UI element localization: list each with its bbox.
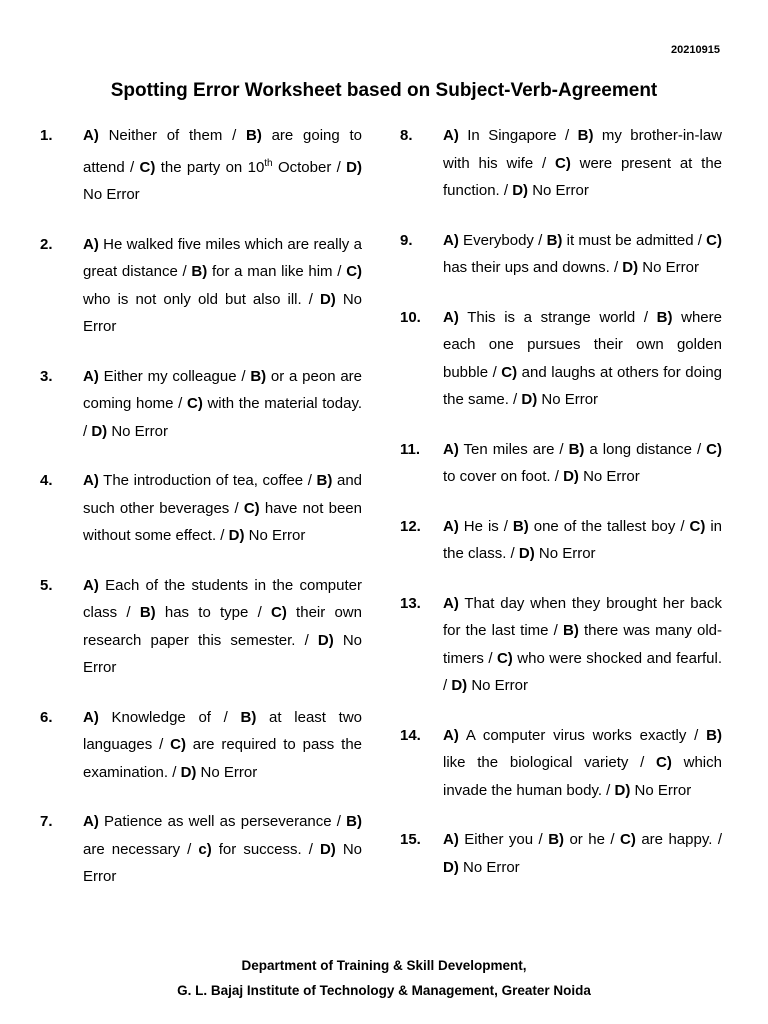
option-label: C) [706,440,722,458]
question-3 [40,363,362,446]
option-label: A) [443,726,459,744]
option-label: C) [243,499,260,517]
question-number: 3. [40,367,53,385]
option-label: D) [614,781,631,799]
question-text: A) A computer virus works exactly / B) like the biological variety / C) which invade the human body. / D) No Error [443,726,722,799]
option-label: D) [518,545,535,562]
option-label: B) [548,831,565,848]
option-label: C) [656,754,672,771]
question-text: A) The introduction of tea, coffee / B) and such other beverages / C) have not been without some effect. / D) No Error [83,472,362,544]
option-label: D) [521,391,538,408]
question-number: 15. [400,831,421,848]
option-label: C) [139,158,156,176]
option-label: D) [317,631,334,649]
option-label: C) [501,363,518,381]
question-2 [40,231,362,341]
option-label: D) [319,840,336,858]
option-label: B) [577,127,594,144]
question-text: A) Each of the students in the computer class / B) has to type / C) their own research paper this semester. / D) No Error [83,576,362,676]
page-title: Spotting Error Worksheet based on Subject-Verb-Agreement [110,80,658,101]
question-7 [40,808,362,891]
footer-institute: G. L. Bajaj Institute of Technology & Management, Greater Noida [177,983,591,998]
option-label: B) [512,517,529,535]
option-label: A) [443,127,459,144]
question-12 [400,513,722,568]
option-label: A) [83,127,99,144]
question-text: A) Knowledge of / B) at least two languages / C) are required to pass the examination. / D) No Error [83,708,362,781]
option-label: C) [496,649,513,667]
question-6 [40,704,362,787]
question-text: A) That day when they brought her back for the last time / B) there was many old-timers / C) who were shocked and fearful. / D) No Error [443,594,722,694]
option-label: C) [689,517,706,535]
option-label: D) [512,182,529,199]
question-5 [40,572,362,682]
option-label: C) [170,736,186,753]
option-label: A) [443,231,459,249]
option-label: A) [83,235,99,253]
question-number: 2. [40,235,53,253]
option-label: D) [563,468,579,485]
footer [0,953,768,1003]
question-14 [400,722,722,805]
option-label: B) [656,308,673,326]
question-13 [400,590,722,700]
option-label: B) [346,813,362,830]
option-label: B) [246,127,262,144]
question-9 [400,227,722,282]
option-label: B) [562,622,579,639]
question-text: A) Everybody / B) it must be admitted / C) has their ups and downs. / D) No Error [443,231,722,276]
option-label: B) [191,263,208,280]
option-label: A) [443,440,459,458]
question-8 [400,122,722,205]
option-label: C) [346,263,363,280]
question-text: A) Either you / B) or he / C) are happy. / D) No Error [443,831,722,876]
option-label: C) [620,831,636,848]
question-number: 12. [400,517,421,535]
option-label: D) [346,158,362,176]
option-label: D) [228,527,245,544]
doc-code: 20210915 [671,44,720,56]
option-label: A) [83,708,99,726]
question-number: 14. [400,726,421,744]
question-text: A) He is / B) one of the tallest boy / C) in the class. / D) No Error [443,517,722,562]
option-label: A) [83,472,99,489]
option-label: B) [706,726,722,744]
option-label: A) [443,308,459,326]
option-label: C) [271,604,287,621]
option-label: B) [139,604,156,621]
question-number: 10. [400,308,421,326]
option-label: C) [186,395,203,412]
option-label: A) [83,367,99,385]
option-label: D) [451,677,468,694]
option-label: B) [546,231,563,249]
option-label: A) [83,813,99,830]
question-text: A) Patience as well as perseverance / B) are necessary / c) for success. / D) No Error [83,813,363,885]
question-text: A) Ten miles are / B) a long distance / C) to cover on foot. / D) No Error [443,440,722,485]
questions-column-left [40,122,362,891]
option-label: D) [319,290,336,308]
question-text: A) Neither of them / B) are going to attend / C) the party on 10th October / D) No Error [83,127,362,203]
option-label: C) [706,231,722,249]
question-number: 1. [40,127,53,144]
question-text: A) Either my colleague / B) or a peon are coming home / C) with the material today. / D) No Error [83,367,363,440]
question-number: 6. [40,708,53,726]
option-label: D) [91,422,108,440]
option-label: D) [443,858,459,876]
question-4 [40,467,362,550]
option-label: B) [316,472,333,489]
option-label: A) [443,831,459,848]
question-text: A) He walked five miles which are really a great distance / B) for a man like him / C) who is not only old but also ill. / D) No Error [83,235,363,335]
option-label: A) [443,517,459,535]
question-number: 7. [40,813,53,830]
ordinal-suffix: th [264,157,273,169]
option-label: D) [622,259,639,276]
question-15 [400,826,722,881]
question-10 [400,304,722,414]
question-number: 5. [40,576,53,594]
option-label: B) [240,708,257,726]
option-label: B) [568,440,585,458]
question-number: 4. [40,472,53,489]
footer-department: Department of Training & Skill Development, [241,958,527,973]
question-text: A) This is a strange world / B) where each one pursues their own golden bubble / C) and laughs at others for doing the same. / D) No Error [443,308,723,408]
question-1 [40,122,362,209]
question-number: 13. [400,594,421,612]
option-label: A) [443,594,459,612]
option-label: C) [554,154,571,172]
option-label: c) [198,840,212,858]
question-11 [400,436,722,491]
question-text: A) In Singapore / B) my brother-in-law with his wife / C) were present at the function. / D) No Error [443,127,723,199]
question-number: 8. [400,127,413,144]
option-label: D) [180,763,197,781]
question-number: 11. [400,440,421,458]
questions-column-right [400,122,722,881]
question-number: 9. [400,231,413,249]
option-label: A) [83,576,99,594]
option-label: B) [250,367,267,385]
